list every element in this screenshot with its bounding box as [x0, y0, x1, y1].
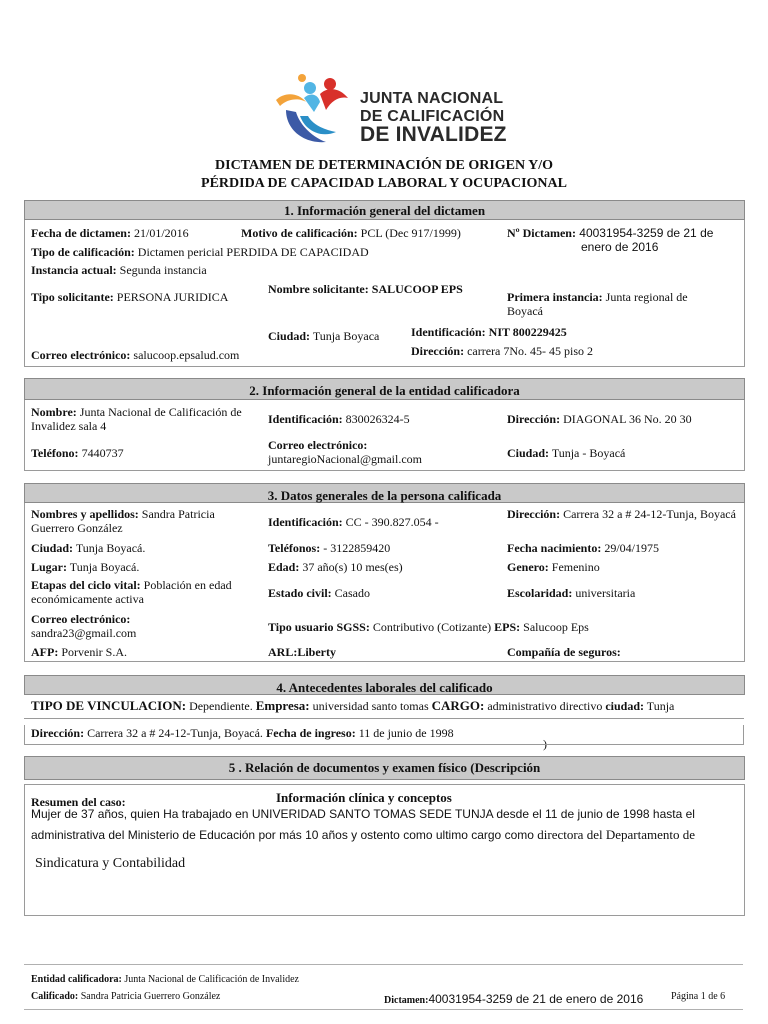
numero-dictamen: Nº Dictamen: 40031954-3259 de 21 de enero de 2016	[507, 226, 714, 254]
direccion-solicitante: Dirección: carrera 7No. 45- 45 piso 2	[411, 344, 594, 358]
direccion-empresa: Dirección: Carrera 32 a # 24-12-Tunja, Boyacá. Fecha de ingreso: 11 de junio de 1998	[31, 726, 454, 740]
footer-entidad: Entidad calificadora: Junta Nacional de Calificación de Invalidez	[31, 974, 299, 985]
identificacion-entidad: Identificación: 830026324-5	[268, 412, 410, 426]
etapas-ciclo-vital: Etapas del ciclo vital: Población en edad económicamente activa	[31, 578, 232, 606]
telefono-entidad: Teléfono: 7440737	[31, 446, 124, 460]
nombres-apellidos-line2: Guerrero González	[31, 521, 123, 535]
genero-persona: Genero: Femenino	[507, 560, 600, 574]
primera-instancia: Primera instancia: Junta regional de Boyacá	[507, 290, 688, 318]
afp-persona: AFP: Porvenir S.A.	[31, 645, 127, 659]
etapas-ciclo-vital-line2: económicamente activa	[31, 592, 144, 606]
footer-dictamen: Dictamen:40031954-3259 de 21 de enero de 2016	[384, 992, 644, 1006]
edad-persona: Edad: 37 año(s) 10 mes(es)	[268, 560, 403, 574]
section4-left-border	[24, 725, 25, 745]
motivo-calificacion: Motivo de calificación: PCL (Dec 917/1999)	[241, 226, 461, 240]
ciudad-solicitante: Ciudad: Tunja Boyaca	[268, 329, 380, 343]
logo-emblem-icon	[270, 68, 360, 150]
correo-persona-value: sandra23@gmail.com	[31, 626, 137, 640]
tipo-calificacion: Tipo de calificación: Dictamen pericial PERDIDA DE CAPACIDAD	[31, 245, 369, 259]
instancia-actual: Instancia actual: Segunda instancia	[31, 263, 207, 277]
telefonos-persona: Teléfonos: - 3122859420	[268, 541, 391, 555]
ciudad-persona: Ciudad: Tunja Boyacá.	[31, 541, 146, 555]
section4-bottom-rule	[24, 744, 744, 745]
correo-solicitante: Correo electrónico: salucoop.epsalud.com	[31, 348, 240, 362]
direccion-entidad: Dirección: DIAGONAL 36 No. 20 30	[507, 412, 692, 426]
correo-entidad: Correo electrónico: juntaregioNacional@gmail.com	[268, 438, 423, 466]
tipo-solicitante: Tipo solicitante: PERSONA JURIDICA	[31, 290, 229, 304]
footer-pagina: Página 1 de 6	[671, 991, 726, 1002]
correo-persona: Correo electrónico: sandra23@gmail.com	[31, 612, 137, 640]
resumen-line2: administrativa del Ministerio de Educación por más 10 años y ostento como ultimo cargo como directora del Departamento de	[31, 827, 695, 842]
nombres-apellidos: Nombres y apellidos: Sandra Patricia Guerrero González	[31, 507, 215, 535]
direccion-persona: Dirección: Carrera 32 a # 24-12-Tunja, Boyacá	[507, 507, 736, 521]
ciudad-entidad: Ciudad: Tunja - Boyacá	[507, 446, 626, 460]
logo-line2: DE CALIFICACIÓN	[360, 108, 505, 125]
lugar-persona: Lugar: Tunja Boyacá.	[31, 560, 140, 574]
document-title-line1: DICTAMEN DE DETERMINACIÓN DE ORIGEN Y/O	[215, 158, 553, 173]
arl-persona: ARL:Liberty	[268, 645, 336, 659]
identificacion-solicitante: Identificación: NIT 800229425	[411, 325, 567, 339]
document-title-line2: PÉRDIDA DE CAPACIDAD LABORAL Y OCUPACIONAL	[201, 176, 567, 191]
correo-entidad-value: juntaregioNacional@gmail.com	[268, 452, 423, 466]
tipo-usuario-sgss: Tipo usuario SGSS: Contributivo (Cotizante) EPS: Salucoop Eps	[268, 620, 589, 634]
section4-divider	[24, 718, 744, 719]
identificacion-persona: Identificación: CC - 390.827.054 -	[268, 515, 439, 529]
section3-header: 3. Datos generales de la persona calificada	[24, 483, 745, 503]
escolaridad: Escolaridad: universitaria	[507, 586, 636, 600]
resumen-caso-label: Resumen del caso:	[31, 795, 126, 809]
estado-civil: Estado civil: Casado	[268, 586, 370, 600]
section1-header: 1. Información general del dictamen	[24, 200, 745, 220]
numero-dictamen-line2: enero de 2016	[581, 240, 659, 254]
compania-seguros: Compañía de seguros:	[507, 645, 621, 659]
resumen-line3: Sindicatura y Contabilidad	[35, 856, 186, 871]
tipo-vinculacion: TIPO DE VINCULACION: Dependiente. Empresa: universidad santo tomas CARGO: administrativo directivo ciudad: Tunja	[31, 698, 675, 713]
logo-line3: DE INVALIDEZ	[360, 123, 507, 146]
fecha-nacimiento: Fecha nacimiento: 29/04/1975	[507, 541, 659, 555]
footer-calificado: Calificado: Sandra Patricia Guerrero González	[31, 991, 221, 1002]
logo	[270, 68, 510, 150]
primera-instancia-line2: Boyacá	[507, 304, 543, 318]
informacion-clinica-title: Información clínica y conceptos	[276, 790, 452, 805]
nombre-entidad: Nombre: Junta Nacional de Calificación de Invalidez sala 4	[31, 405, 242, 433]
nombre-entidad-line2: Invalidez sala 4	[31, 419, 107, 433]
section4-right-border	[743, 725, 744, 745]
section5-header: 5 . Relación de documentos y examen físico (Descripción	[24, 756, 745, 780]
fecha-dictamen: Fecha de dictamen: 21/01/2016	[31, 226, 189, 240]
logo-line1: JUNTA NACIONAL	[360, 90, 504, 107]
section2-header: 2. Información general de la entidad calificadora	[24, 378, 745, 400]
resumen-line1: Mujer de 37 años, quien Ha trabajado en UNIVERIDAD SANTO TOMAS SEDE TUNJA desde el 11 de junio de 1998 hasta el	[31, 807, 695, 821]
section4-header: 4. Antecedentes laborales del calificado	[24, 675, 745, 695]
nombre-solicitante: Nombre solicitante: SALUCOOP EPS	[268, 282, 463, 296]
